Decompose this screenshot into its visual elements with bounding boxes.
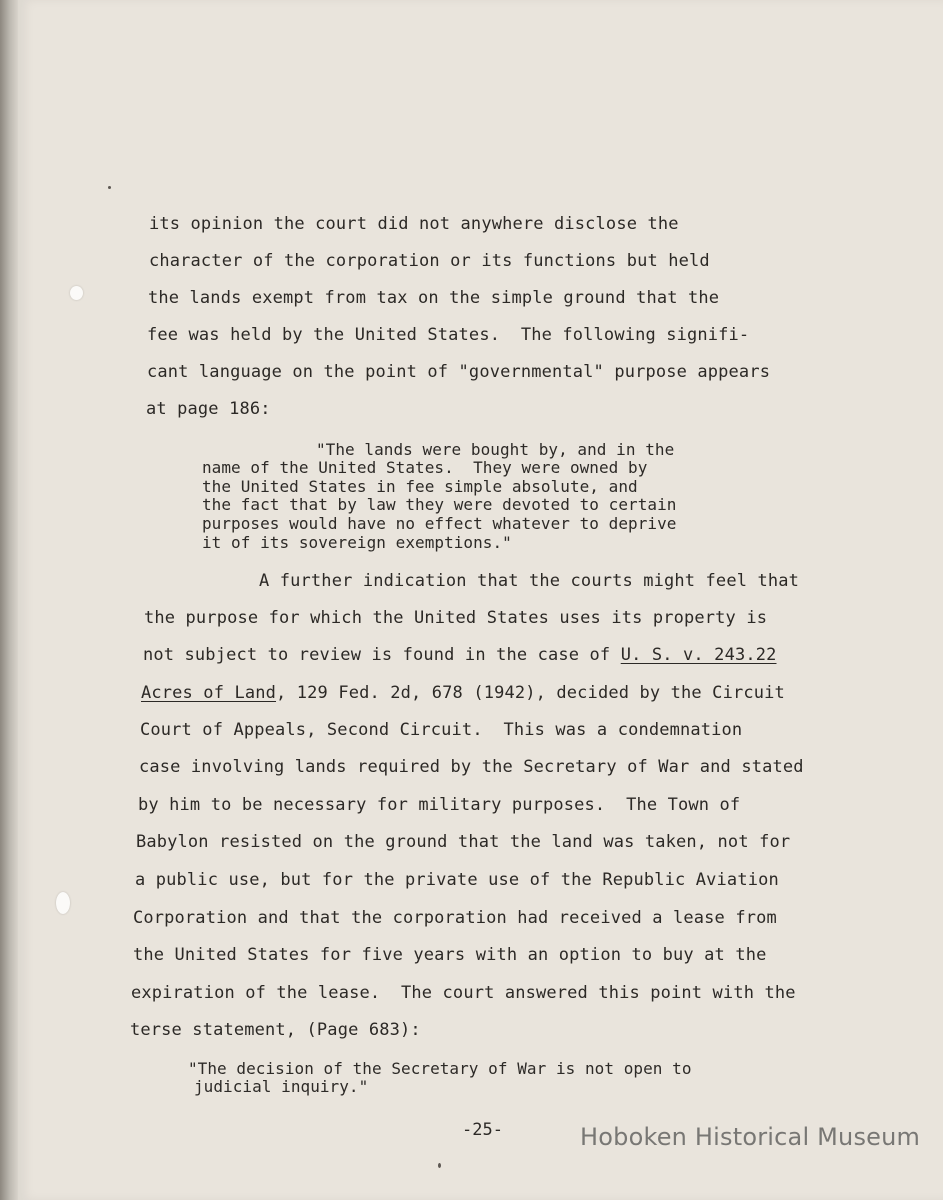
ink-speck-bottom [438,1163,441,1168]
paragraph-2-line-6: case involving lands required by the Secretary of War and stated [139,757,804,777]
document-page [18,0,943,1200]
paragraph-2-line-12: expiration of the lease. The court answered this point with the [131,983,796,1003]
punch-hole-bottom [56,892,70,914]
paragraph-1-line-3: the lands exempt from tax on the simple ground that the [148,288,720,308]
paragraph-2-line-9: a public use, but for the private use of the Republic Aviation [135,870,779,890]
paragraph-2-line-2: the purpose for which the United States uses its property is [144,608,768,628]
paragraph-1-line-6: at page 186: [146,399,271,419]
quote-1-line-3: the United States in fee simple absolute, and [202,477,638,496]
quote-2-line-2: judicial inquiry." [194,1077,369,1096]
quote-1-line-2: name of the United States. They were owned by [202,458,648,477]
paragraph-2-line-10: Corporation and that the corporation had received a lease from [133,908,777,928]
ink-speck-top-left [108,186,111,189]
case-name-part-1: U. S. v. 243.22 [620,645,777,665]
paragraph-2-line-4-text: , 129 Fed. 2d, 678 (1942), decided by the Circuit [276,683,785,703]
case-name-part-2: Acres of Land [141,683,277,703]
paragraph-1-line-2: character of the corporation or its functions but held [149,251,710,271]
paragraph-1-line-5: cant language on the point of "governmental" purpose appears [147,362,771,382]
paragraph-1-line-1: its opinion the court did not anywhere disclose the [149,214,679,234]
punch-hole-top [70,286,83,300]
paragraph-2-line-7: by him to be necessary for military purposes. The Town of [138,795,741,815]
scan-edge [0,0,18,1200]
paragraph-2-line-3 [143,645,777,665]
paragraph-2-line-8: Babylon resisted on the ground that the land was taken, not for [136,832,791,852]
quote-1-line-5: purposes would have no effect whatever to deprive [202,514,677,533]
paragraph-2-line-1: A further indication that the courts might feel that [259,571,800,591]
page-number: -25- [462,1120,503,1140]
paragraph-2-line-13: terse statement, (Page 683): [130,1020,421,1040]
watermark-text: Hoboken Historical Museum [580,1123,921,1151]
paragraph-2-line-3-text: not subject to review is found in the case of [143,645,621,665]
quote-2-line-1: "The decision of the Secretary of War is not open to [188,1059,692,1078]
quote-1-line-4: the fact that by law they were devoted to certain [202,495,677,514]
paragraph-2-line-11: the United States for five years with an option to buy at the [133,945,767,965]
quote-1-line-6: it of its sovereign exemptions." [202,533,512,552]
paragraph-2-line-5: Court of Appeals, Second Circuit. This was a condemnation [140,720,743,740]
paragraph-1-line-4: fee was held by the United States. The following signifi- [147,325,750,345]
quote-1-line-1: "The lands were bought by, and in the [316,440,675,459]
paragraph-2-line-4 [141,683,785,703]
